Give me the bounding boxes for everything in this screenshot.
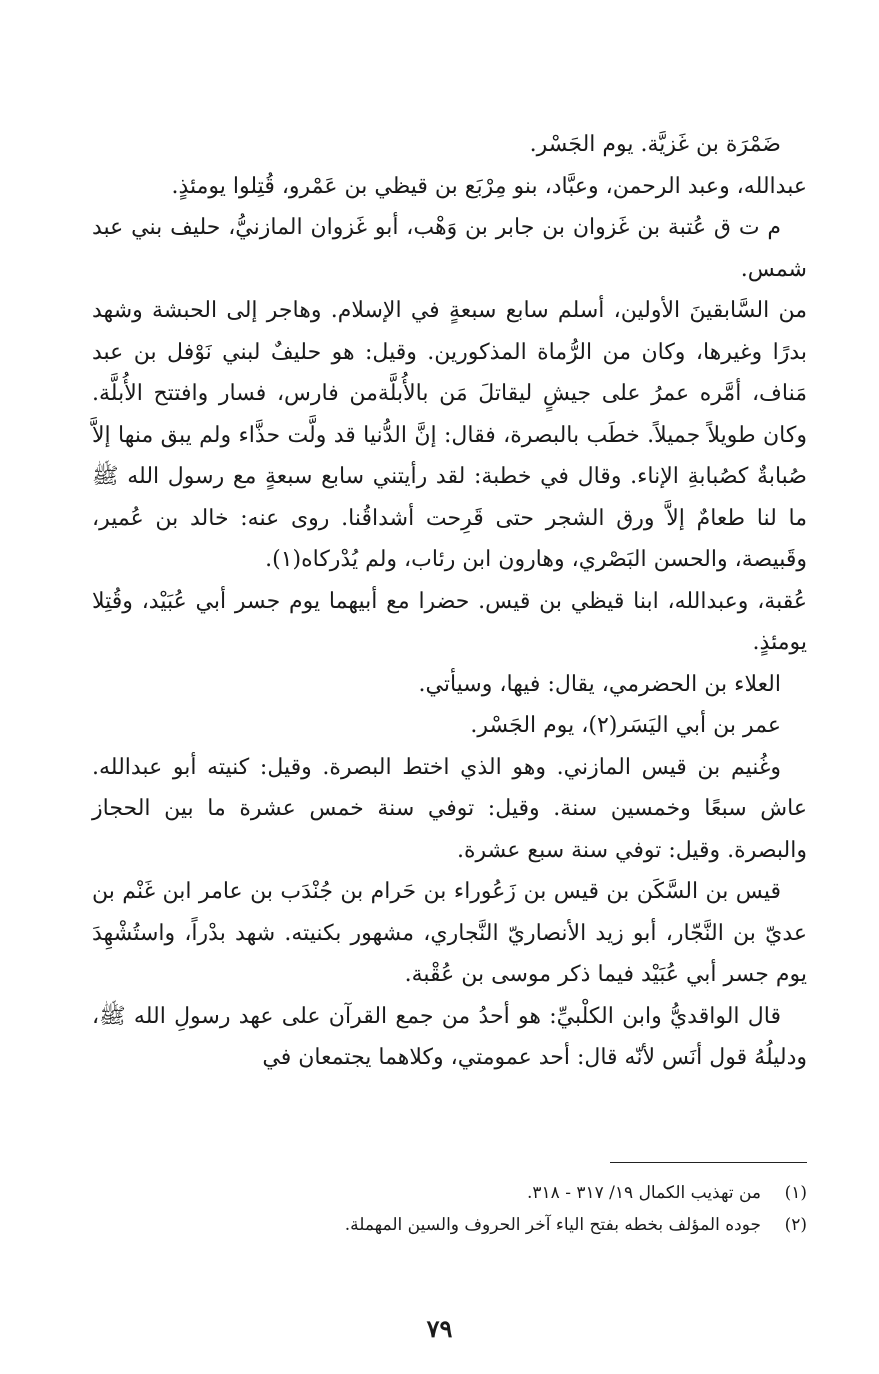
footnote-number: (١) bbox=[784, 1183, 807, 1203]
paragraph-ghunaym: وغُنيم بن قيس المازني. وهو الذي اختط البصرة. وقيل: كنيته أبو عبدالله. عاش سبعًا وخمسين سنة. وقيل: توفي سنة خمس عشرة ما بين الحجاز والبصرة. وقيل: توفي سنة سبع عشرة. bbox=[92, 754, 807, 863]
paragraph-waqidi: قال الواقديُّ وابن الكلْبيِّ: هو أحدُ من جمع القرآن على عهد رسولِ الله ﷺ، ودليلُهُ قول أنَس لأنّه قال: أحد عمومتي، وكلاهما يجتمعان في bbox=[92, 1003, 807, 1070]
paragraph-utba-heading: م ت ق عُتبة بن غَزوان بن جابر بن وَهْب، أبو غَزوان المازنيُّ، حليف بني عبد شمس. bbox=[92, 215, 807, 282]
paragraph-umar-abi-yasar: عمر بن أبي اليَسَر(٢)، يوم الجَسْر. bbox=[470, 713, 781, 738]
footnote-item bbox=[120, 1209, 807, 1241]
paragraph-utba-bio: من السَّابقينَ الأولين، أسلم سابع سبعةٍ في الإسلام. وهاجر إلى الحبشة وشهد بدرًا وغيرها، وكان من الرُّماة المذكورين. وقيل: هو حليفٌ لبني نَوْفل بن عبد مَناف، أمَّره عمرُ على جيشٍ ليقاتلَ مَن بالأُبلَّةمن فارس، فسار وافتتح الأُبلَّة. وكان طويلاً جميلاً. خطَب بالبصرة، فقال: إنَّ الدُّنيا قد ولَّت حذَّاء ولم يبق منها إلاَّ صُبابةٌ كصُبابةِ الإناء. وقال في خطبة: لقد رأيتني سابع سبعةٍ مع رسول الله ﷺ ما لنا طعامٌ إلاَّ ورق الشجر حتى قَرِحت أشداقُنا. روى عنه: خالد بن عُمير، وقَبيصة، والحسن البَصْري، وهارون ابن رئاب، ولم يُدْركاه(١). bbox=[92, 298, 807, 572]
footnotes bbox=[120, 1177, 807, 1241]
footnote-text: جوده المؤلف بخطه بفتح الياء آخر الحروف والسين المهملة. bbox=[344, 1215, 761, 1235]
paragraph-alaa: العلاء بن الحضرمي، يقال: فيها، وسيأتي. bbox=[418, 671, 781, 697]
footnote-number: (٢) bbox=[784, 1215, 807, 1235]
main-text bbox=[92, 124, 807, 1079]
paragraph-uqba-abdullah: عُقبة، وعبدالله، ابنا قيظي بن قيس. حضرا مع أبيهما يوم جسر أبي عُبَيْد، وقُتِلا يومئذٍ. bbox=[92, 588, 807, 655]
page-number: ٧٩ bbox=[426, 1314, 453, 1343]
paragraph-qays-sakan: قيس بن السَّكَن بن قيس بن زَعُوراء بن حَرام بن جُنْدَب بن عامر ابن غَنْم بن عديّ بن النَّجّار، أبو زيد الأنصاريّ النَّجاري، مشهور بكنيته. شهد بدْراً، واستُشْهِدَ يوم جسر أبي عُبَيْد فيما ذكر موسى بن عُقْبة. bbox=[92, 879, 807, 987]
paragraph-damra: ضَمْرَة بن غَزيَّة. يوم الجَسْر. bbox=[529, 132, 781, 157]
footnote-item bbox=[120, 1177, 807, 1209]
paragraph-abdullah-murba: عبدالله، وعبد الرحمن، وعبَّاد، بنو مِرْبَع بن قيظي بن عَمْرو، قُتِلوا يومئذٍ. bbox=[171, 173, 807, 199]
footnote-text: من تهذيب الكمال ١٩/ ٣١٧ - ٣١٨. bbox=[526, 1183, 761, 1203]
footnote-divider bbox=[610, 1162, 807, 1163]
